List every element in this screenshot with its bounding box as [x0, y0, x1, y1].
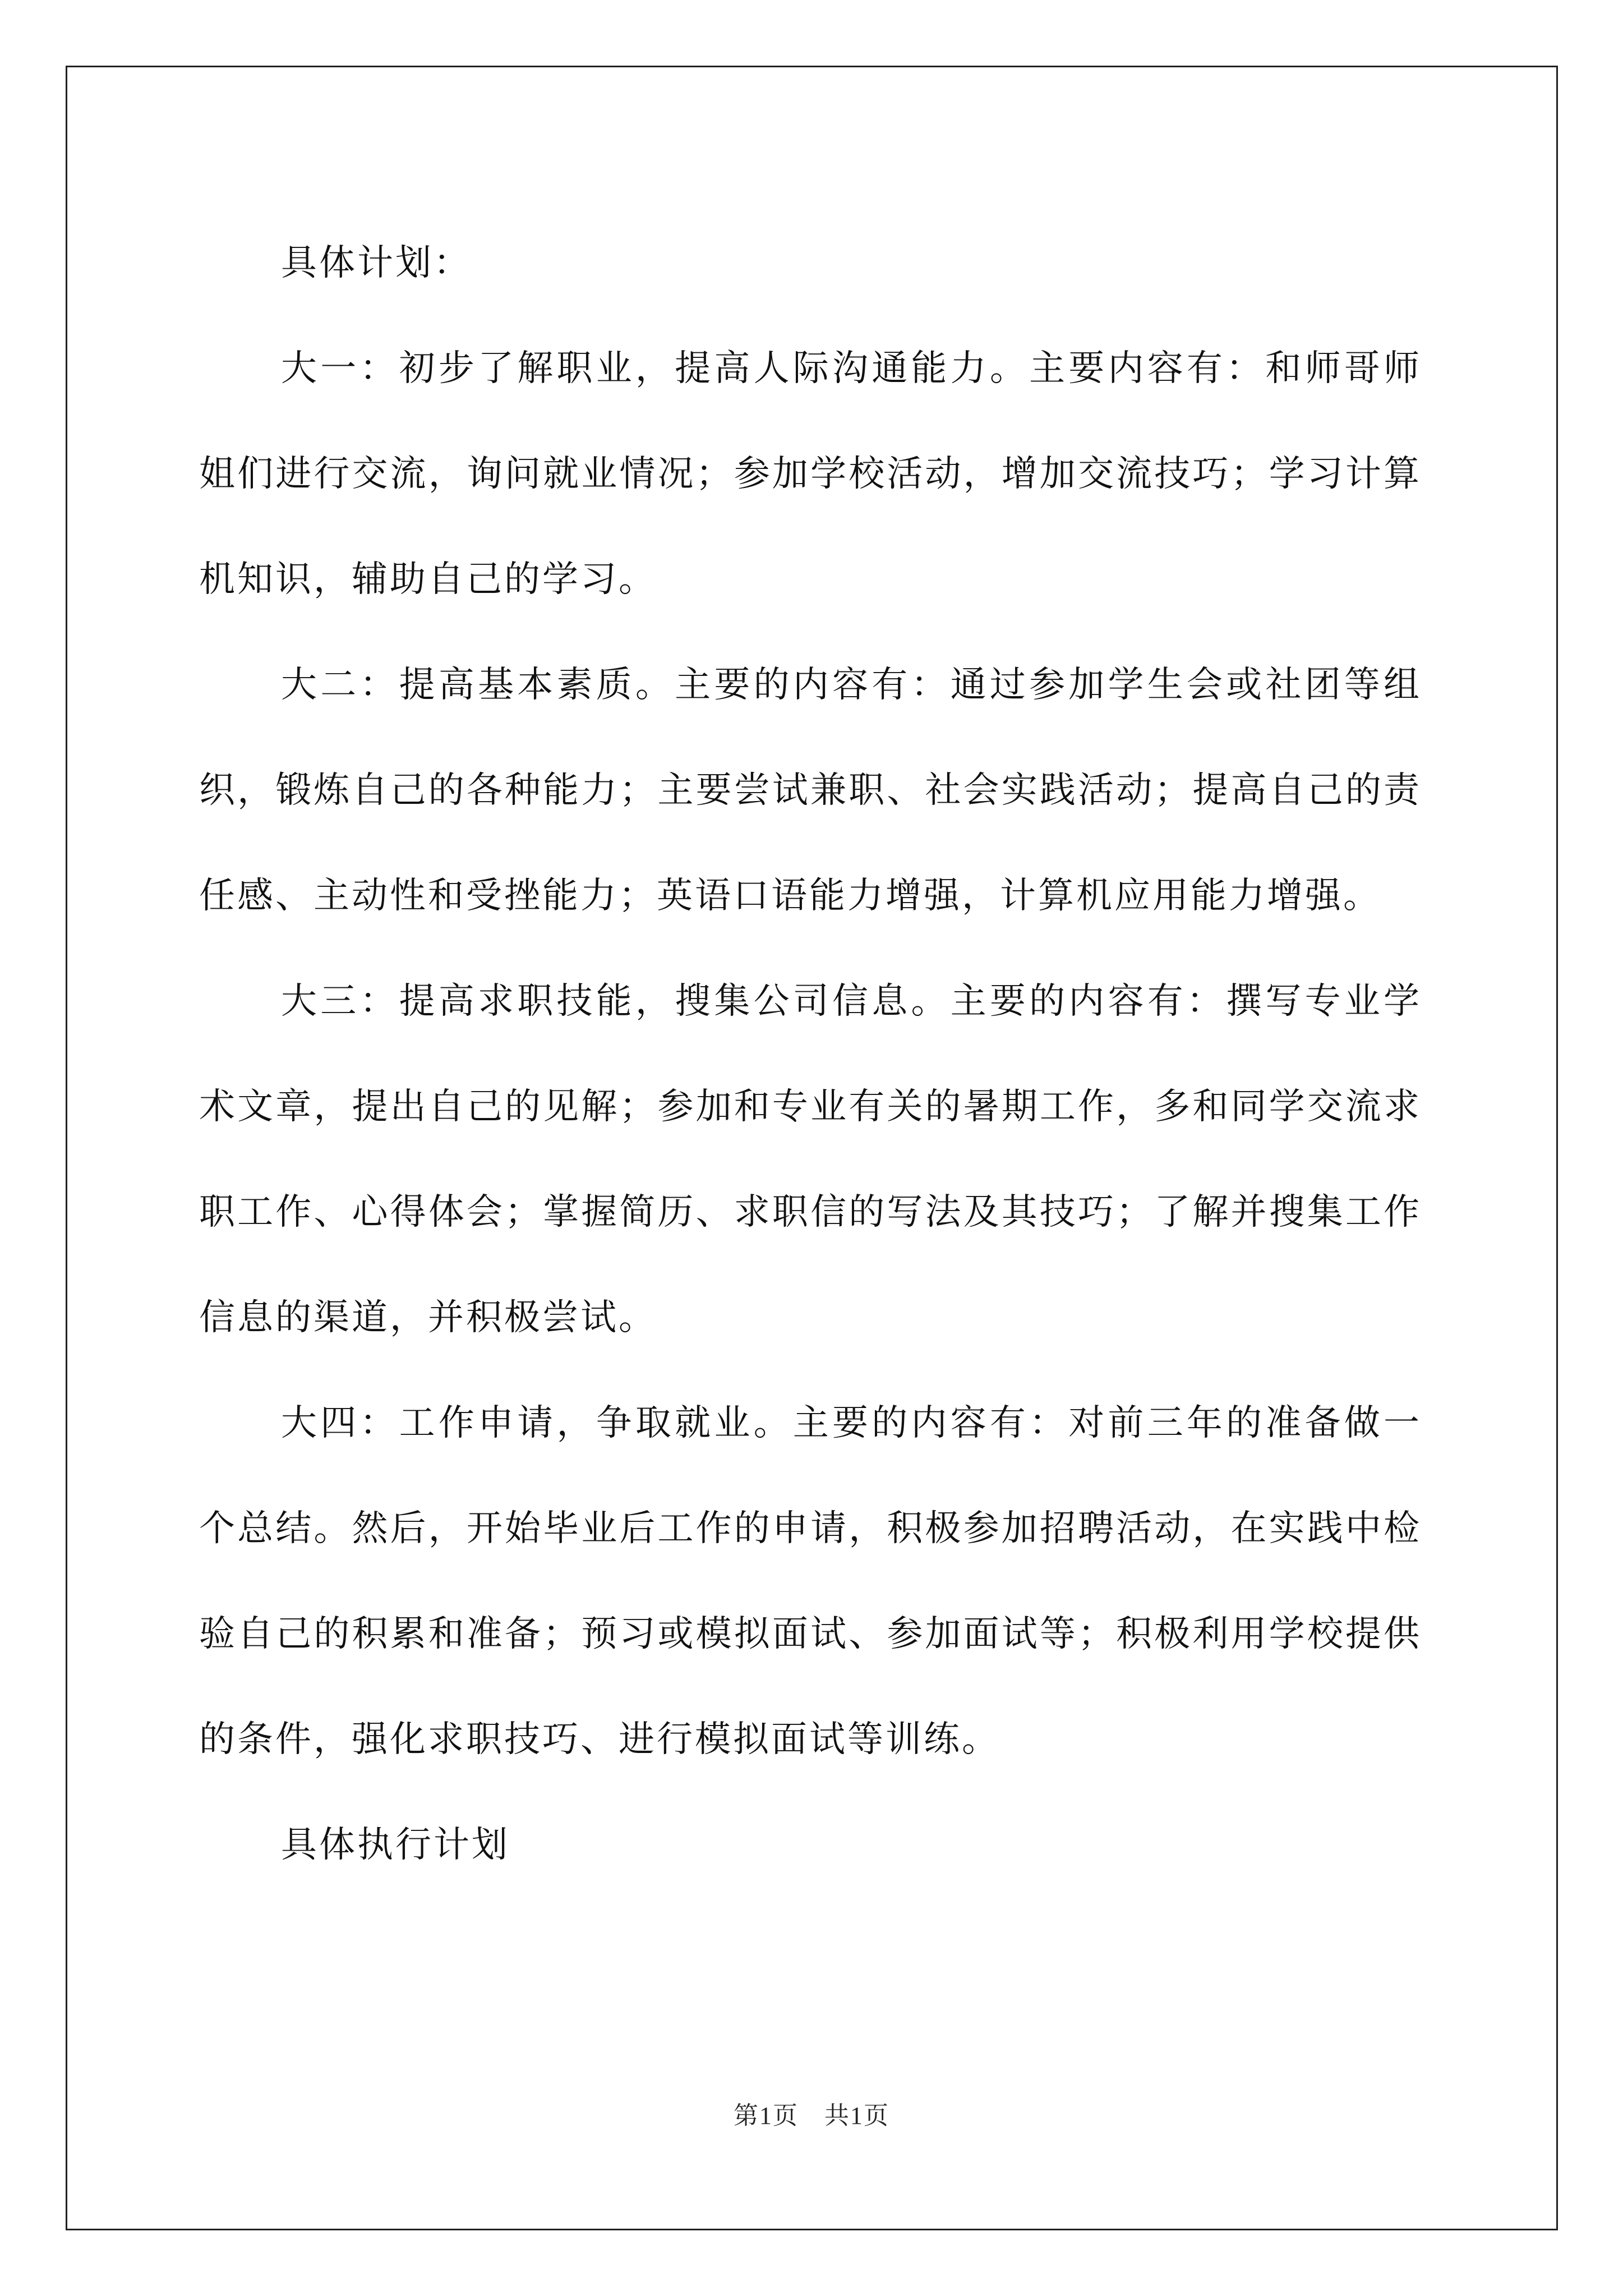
paragraph-year-four: 大四：工作申请，争取就业。主要的内容有：对前三年的准备做一个总结。然后，开始毕业后工作的申请，积极参加招聘活动，在实践中检验自己的积累和准备；预习或模拟面试、参加面试等；积极利用学校提供的条件，强化求职技巧、进行模拟面试等训练。	[199, 1402, 1422, 1760]
paragraph-year-one: 大一：初步了解职业，提高人际沟通能力。主要内容有：和师哥师姐们进行交流，询问就业情况；参加学校活动，增加交流技巧；学习计算机知识，辅助自己的学习。	[199, 348, 1422, 600]
paragraph-execution-plan: 具体执行计划	[281, 1824, 510, 1866]
page-number-footer: 第1页 共1页	[734, 2102, 889, 2129]
paragraph-year-two: 大二：提高基本素质。主要的内容有：通过参加学生会或社团等组织，锻炼自己的各种能力；主要尝试兼职、社会实践活动；提高自己的责任感、主动性和受挫能力；英语口语能力增强，计算机应用能力增强。	[199, 664, 1422, 917]
document-body	[199, 210, 1422, 1898]
paragraph-heading-plan: 具体计划：	[281, 242, 472, 284]
paragraph-year-three: 大三：提高求职技能，搜集公司信息。主要的内容有：撰写专业学术文章，提出自己的见解；参加和专业有关的暑期工作，多和同学交流求职工作、心得体会；掌握简历、求职信的写法及其技巧；了解并搜集工作信息的渠道，并积极尝试。	[199, 981, 1422, 1338]
